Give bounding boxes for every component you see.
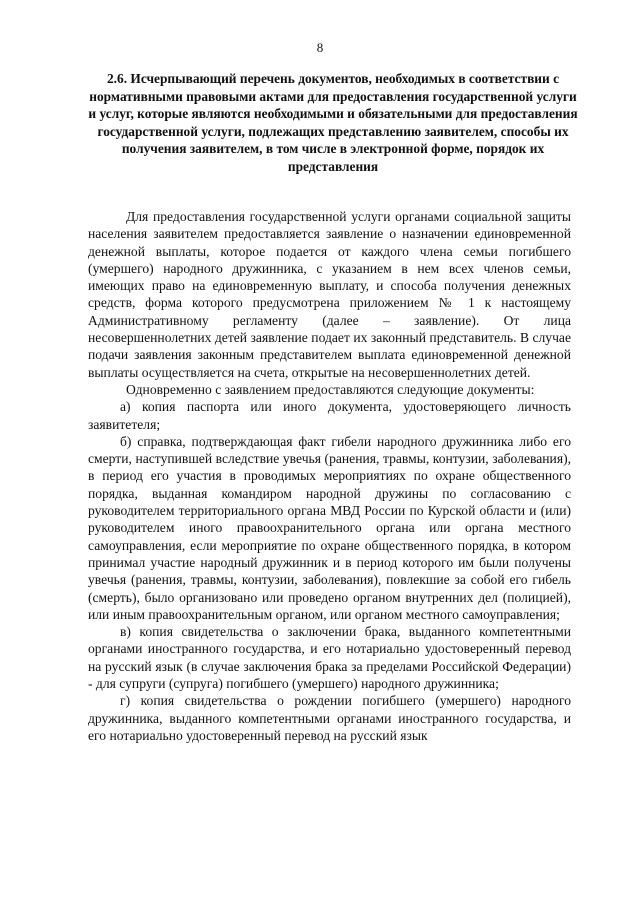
list-item-g: г) копия свидетельства о рождении погибшего (умершего) народного дружинника, выданного компетентными органами иностранного государства, и его нотариально удостоверенный перевод на русский язык xyxy=(88,693,571,743)
list-item-a: а) копия паспорта или иного документа, удостоверяющего личность заявитетеля; xyxy=(88,399,571,432)
list-item-b: б) справка, подтверждающая факт гибели народного дружинника либо его смерти, наступившей вследствие увечья (ранения, травмы, контузии, заболевания), в период его участия в проводимых мероприятиях по охране общественного порядка, выданная командиром народной дружины по согласованию с руководителем территориального органа МВД России по Курской области и (или) руководителем иного правоохранительного органа или органа местного самоуправления, если мероприятие по охране общественного порядка, в котором принимал участие народный дружинник и в период которого им были получены увечья (ранения, травмы, контузии, заболевания), повлекшие за собой его гибель (смерть), было организовано или проведено органом внутренних дел (полицией), или иным правоохранительным органом, или органом местного самоуправления; xyxy=(88,433,571,622)
documents-intro: Одновременно с заявлением предоставляются следующие документы: xyxy=(126,381,535,397)
intro-paragraph: Для предоставления государственной услуги органами социальной защиты населения заявителем предоставляется заявление о назначении единовременной денежной выплаты, которое подается от каждого члена семьи погибшего (умершего) народного дружинника, с указанием в нем всех членов семьи, имеющих право на единовременную выплату, и способа получения денежных средств, форма которого предусмотрена приложением № 1 к настоящему Административному регламенту (далее – заявление). От лица несовершеннолетних детей заявление подает их законный представитель. В случае подачи заявления законным представителем выплата единовременной денежной выплаты осуществляется на счета, открытые на несовершеннолетних детей. xyxy=(88,209,571,380)
page-number: 8 xyxy=(316,40,324,55)
section-heading: 2.6. Исчерпывающий перечень документов, необходимых в соответствии с нормативными правовыми актами для предоставления государственной услуги и услуг, которые являются необходимыми и обязательными для предоставления государственной услуги, подлежащих представлению заявителем, способы их получения заявителем, в том числе в электронной форме, порядок их представления xyxy=(88,71,578,174)
list-item-v: в) копия свидетельства о заключении брака, выданного компетентными органами иностранного государства, и его нотариально удостоверенный перевод на русский язык (в случае заключения брака за пределами Российской Федерации) - для супруги (супруга) погибшего (умершего) народного дружинника; xyxy=(88,624,571,692)
document-body xyxy=(88,208,571,744)
